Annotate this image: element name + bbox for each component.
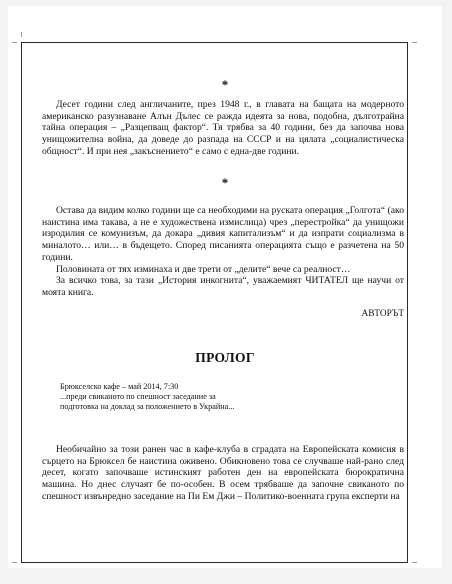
chapter-heading: ПРОЛОГ [195, 350, 255, 365]
document-page [8, 6, 442, 568]
paragraph: Половината от тях изминаха и две трети от „делите“ вече са реалност… [56, 263, 351, 275]
paragraph: За всичко това, за тази „История инкогнита“, уважаемият ЧИТАТЕЛ ще научи от моята книга. [42, 275, 404, 298]
paragraph-block-2 [42, 205, 404, 299]
section-separator: * [221, 77, 229, 92]
scene-header [60, 382, 360, 413]
section-separator: * [221, 175, 229, 190]
paragraph: Необичайно за този ранен час в кафе-клуба в сградата на Европейската комисия в сърцето на Брюксел бе наистина оживено. Обикновено това се случваше най-рано след десет, когато започваше истинският работен ден на европейската бюрократична машина. Но днес случаят бе по-особен. В осем трябваше да започне свиканото по спешност извънредно заседание на Пи Ем Джи – Политико-военната група експерти на [42, 444, 404, 502]
paragraph: Остава да видим колко години ще са необходими на руската операция „Голгота“ (ако наистина има такава, а не е художествена измислица) чрез „перестройка“ да унищожи изродилия се комунизъм, да докара „дивия капитализъм“ и да изпрати социализма в миналото… или… в бъдещето. Според писанията операцията също е разчетена на 50 години. [42, 205, 404, 263]
paragraph-block-3 [42, 444, 404, 503]
crop-mark-bottom-right [412, 562, 417, 563]
paragraph: Десет години след англичаните, през 1948 г., в главата на бащата на модерното американско разузнаване Алън Дълес се ражда идеята за нова, подобна, дълготрайна тайна операция – „Разцепващ фактор“. Тя трябва за 40 години, без да започва нова унищожителна война, да доведе до разпада на СССР и на цялата „социалистическа общност“. И при нея „закъснението“ е само с една-две години. [42, 99, 404, 157]
author-signature: АВТОРЪТ [361, 309, 404, 319]
paragraph-block-1 [42, 99, 404, 158]
scene-time-place: Брюкселско кафе – май 2014, 7:30 [60, 382, 179, 391]
scene-subtitle-line: подготовка на доклад за положението в Украйна... [60, 402, 235, 412]
crop-mark-top-left [12, 42, 17, 43]
crop-mark-bottom-left [12, 562, 17, 563]
scene-subtitle-line: ...преди свиканото по спешност заседание за [60, 392, 216, 402]
crop-mark-top-left-v [21, 32, 22, 37]
crop-mark-top-right [412, 42, 417, 43]
